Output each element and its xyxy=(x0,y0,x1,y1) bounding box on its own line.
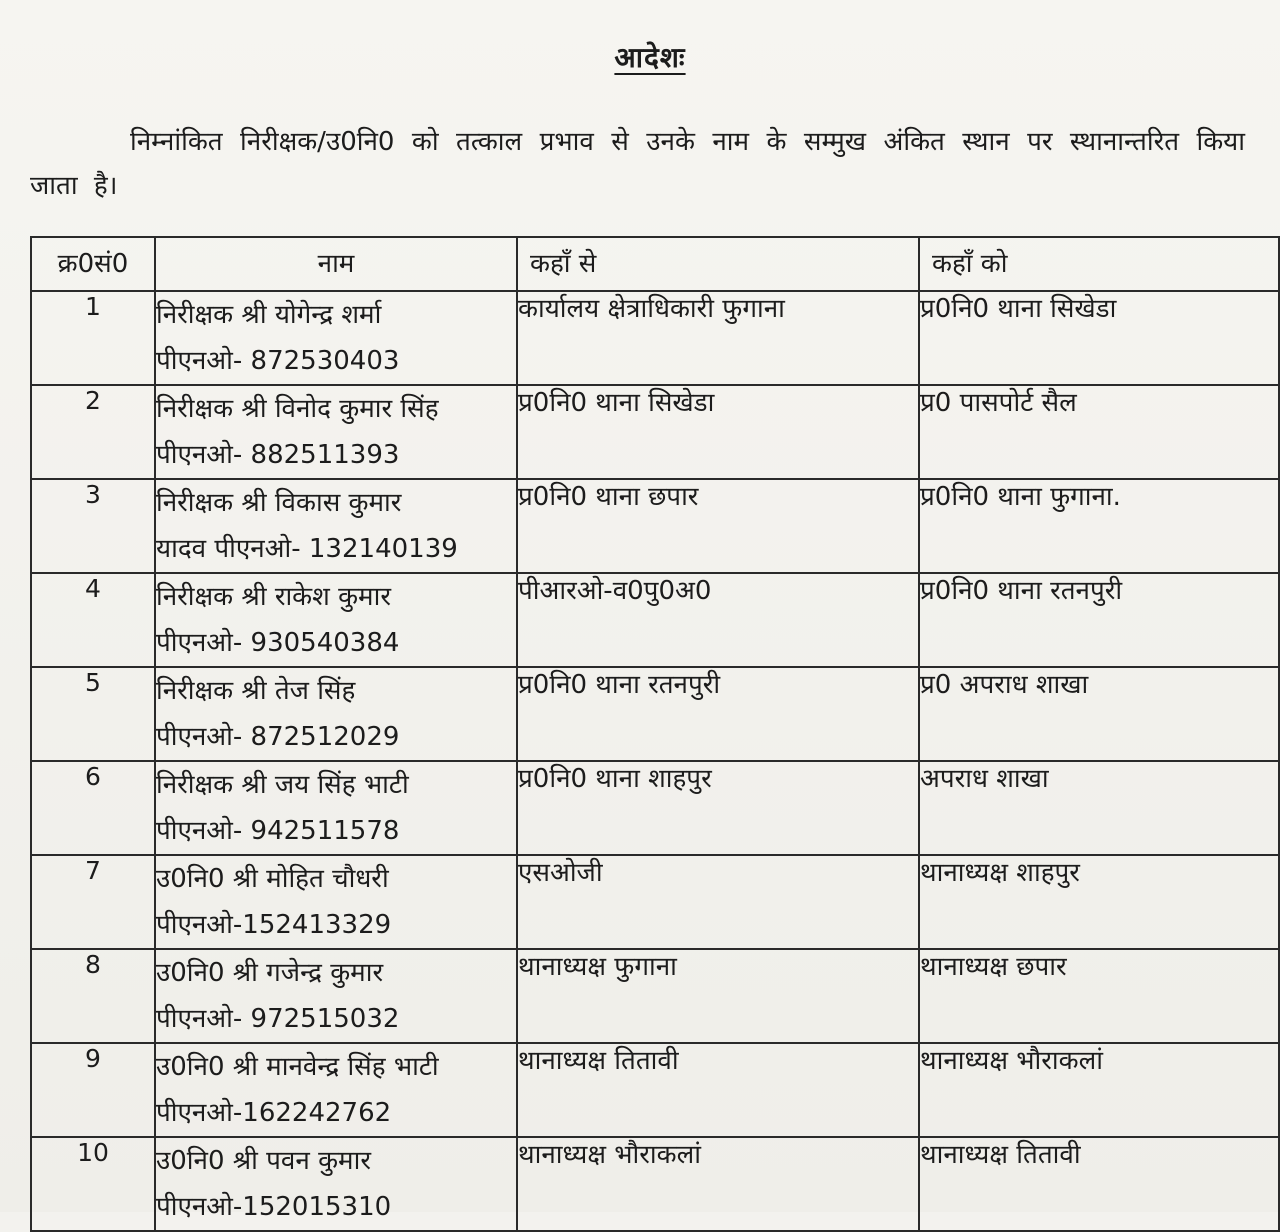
cell-from: प्र0नि0 थाना रतनपुरी xyxy=(517,667,919,761)
cell-from: पीआरओ-व0पु0अ0 xyxy=(517,573,919,667)
table-row xyxy=(31,667,1279,761)
cell-from: प्र0नि0 थाना शाहपुर xyxy=(517,761,919,855)
officer-name: उ0नि0 श्री गजेन्द्र कुमार xyxy=(156,958,384,988)
cell-name xyxy=(155,855,517,949)
header-to: कहाँ को xyxy=(919,237,1279,291)
cell-serial-number: 7 xyxy=(31,855,155,949)
header-serial-number: क्र0सं0 xyxy=(31,237,155,291)
cell-name xyxy=(155,291,517,385)
cell-to: प्र0 अपराध शाखा xyxy=(919,667,1279,761)
table-row xyxy=(31,291,1279,385)
cell-serial-number: 4 xyxy=(31,573,155,667)
cell-from: थानाध्यक्ष भौराकलां xyxy=(517,1137,919,1231)
officer-pno: यादव पीएनओ- 132140139 xyxy=(156,534,458,564)
cell-to: थानाध्यक्ष शाहपुर xyxy=(919,855,1279,949)
cell-name xyxy=(155,479,517,573)
cell-name xyxy=(155,761,517,855)
cell-to: प्र0नि0 थाना सिखेडा xyxy=(919,291,1279,385)
cell-name xyxy=(155,385,517,479)
table-row xyxy=(31,573,1279,667)
cell-from: प्र0नि0 थाना सिखेडा xyxy=(517,385,919,479)
cell-serial-number: 8 xyxy=(31,949,155,1043)
cell-to: प्र0नि0 थाना रतनपुरी xyxy=(919,573,1279,667)
cell-to: प्र0 पासपोर्ट सैल xyxy=(919,385,1279,479)
table-row xyxy=(31,1043,1279,1137)
header-name: नाम xyxy=(155,237,517,291)
officer-pno: पीएनओ- 882511393 xyxy=(156,440,400,470)
table-row xyxy=(31,479,1279,573)
officer-pno: पीएनओ- 872512029 xyxy=(156,722,400,752)
transfer-table xyxy=(30,236,1280,1232)
cell-from: थानाध्यक्ष तितावी xyxy=(517,1043,919,1137)
officer-pno: पीएनओ- 972515032 xyxy=(156,1004,400,1034)
cell-serial-number: 9 xyxy=(31,1043,155,1137)
officer-name: उ0नि0 श्री पवन कुमार xyxy=(156,1146,371,1176)
officer-pno: पीएनओ-162242762 xyxy=(156,1098,392,1128)
cell-serial-number: 1 xyxy=(31,291,155,385)
officer-pno: पीएनओ- 930540384 xyxy=(156,628,400,658)
table-row xyxy=(31,855,1279,949)
cell-name xyxy=(155,573,517,667)
cell-name xyxy=(155,949,517,1043)
officer-name: निरीक्षक श्री योगेन्द्र शर्मा xyxy=(156,300,382,330)
officer-pno: पीएनओ- 942511578 xyxy=(156,816,400,846)
table-header-row xyxy=(31,237,1279,291)
cell-serial-number: 2 xyxy=(31,385,155,479)
officer-name: निरीक्षक श्री जय सिंह भाटी xyxy=(156,770,409,800)
cell-from: थानाध्यक्ष फुगाना xyxy=(517,949,919,1043)
cell-name xyxy=(155,1137,517,1231)
cell-serial-number: 5 xyxy=(31,667,155,761)
order-heading: आदेशः xyxy=(614,41,686,74)
cell-to: थानाध्यक्ष तितावी xyxy=(919,1137,1279,1231)
officer-name: निरीक्षक श्री विकास कुमार xyxy=(156,488,402,518)
cell-serial-number: 3 xyxy=(31,479,155,573)
officer-pno: पीएनओ-152413329 xyxy=(156,910,392,940)
table-row xyxy=(31,1137,1279,1231)
officer-pno: पीएनओ- 872530403 xyxy=(156,346,400,376)
cell-from: कार्यालय क्षेत्राधिकारी फुगाना xyxy=(517,291,919,385)
officer-name: उ0नि0 श्री मानवेन्द्र सिंह भाटी xyxy=(156,1052,439,1082)
cell-name xyxy=(155,667,517,761)
cell-serial-number: 6 xyxy=(31,761,155,855)
officer-name: निरीक्षक श्री तेज सिंह xyxy=(156,676,356,706)
cell-name xyxy=(155,1043,517,1137)
cell-serial-number: 10 xyxy=(31,1137,155,1231)
table-row xyxy=(31,385,1279,479)
officer-pno: पीएनओ-152015310 xyxy=(156,1192,392,1222)
table-body xyxy=(31,291,1279,1231)
officer-name: निरीक्षक श्री राकेश कुमार xyxy=(156,582,391,612)
order-intro-paragraph: निम्नांकित निरीक्षक/उ0नि0 को तत्काल प्रभाव से उनके नाम के सम्मुख अंकित स्थान पर स्थानान्तरित किया जाता है। xyxy=(30,127,1245,201)
cell-from: प्र0नि0 थाना छपार xyxy=(517,479,919,573)
cell-to: थानाध्यक्ष भौराकलां xyxy=(919,1043,1279,1137)
header-from: कहाँ से xyxy=(517,237,919,291)
officer-name: उ0नि0 श्री मोहित चौधरी xyxy=(156,864,389,894)
cell-to: अपराध शाखा xyxy=(919,761,1279,855)
officer-name: निरीक्षक श्री विनोद कुमार सिंह xyxy=(156,394,439,424)
cell-from: एसओजी xyxy=(517,855,919,949)
table-row xyxy=(31,949,1279,1043)
cell-to: थानाध्यक्ष छपार xyxy=(919,949,1279,1043)
table-row xyxy=(31,761,1279,855)
cell-to: प्र0नि0 थाना फुगाना. xyxy=(919,479,1279,573)
